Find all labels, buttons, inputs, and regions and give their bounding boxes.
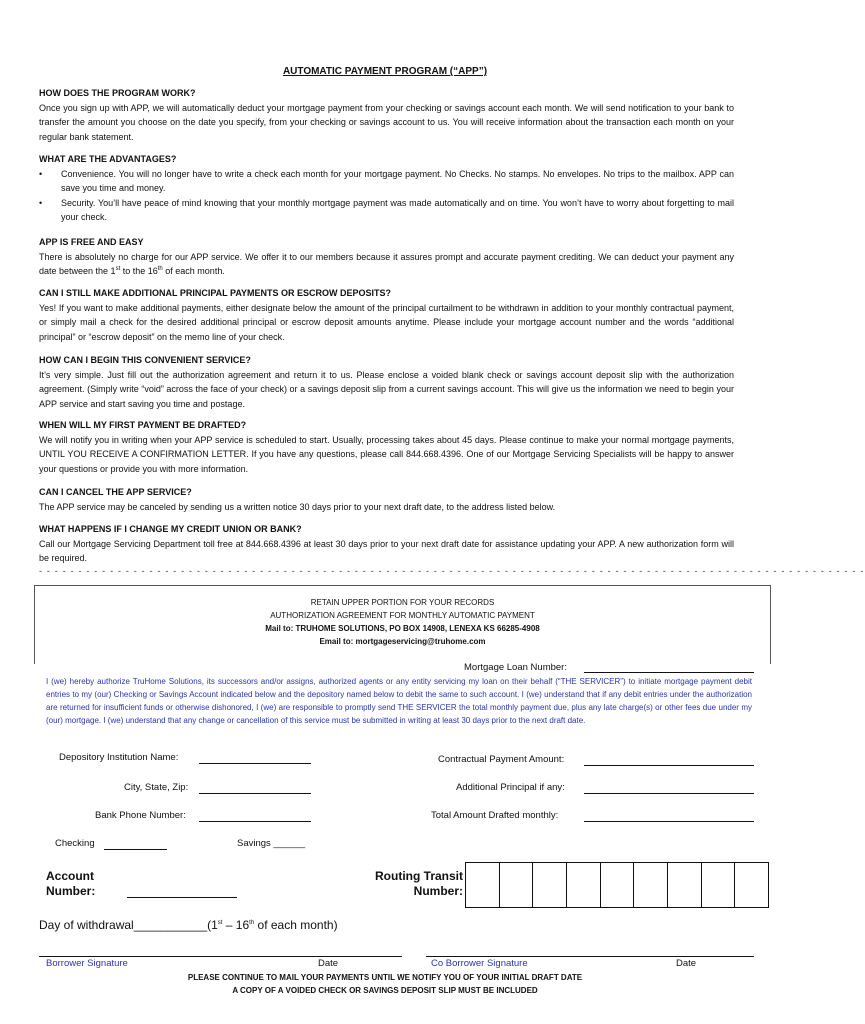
- email-address: Email to: mortgageservicing@truhome.com: [319, 637, 486, 646]
- section-heading: APP IS FREE AND EASY: [39, 237, 144, 247]
- borrower-signature-line[interactable]: [39, 956, 402, 957]
- depository-field[interactable]: [199, 763, 311, 764]
- mail-address: Mail to: TRUHOME SOLUTIONS, PO BOX 14908, LENEXA KS 66285-4908: [265, 624, 540, 633]
- checking-field[interactable]: [104, 849, 167, 850]
- section-body: Once you sign up with APP, we will automatically deduct your mortgage payment from your checking or savings account each month. We will send notification to your bank to transfer the amount you choose on the date you specify, from your checking or savings account to us. You will receive information about the transaction each month on your regular bank statement.: [39, 102, 734, 142]
- authorization-text: I (we) hereby authorize TruHome Solutions, its successors and/or assigns, authorized agents or any entity servicing my loan on their behalf (“THE SERVICER”) to initiate mortgage payment debit entries to my (our) Checking or Savings Account indicated below and the depository named below to debit the same to such account. I (we) understand that if any debit entries under the authorization are returned for insufficient funds or otherwise dishonored, I (we) are responsible to promptly send THE SERVICER the total monthly payment due, plus any late charge(s) or other fees due under my (our) mortgage. I (we) understand that any change or cancellation of this service must be submitted in writing at least 30 days prior to the next draft date.: [46, 677, 752, 725]
- bullet-item: • Security. You’ll have peace of mind knowing that your monthly mortgage payment was made automatically and on time. You won’t have to worry about forgetting to mail your check.: [39, 197, 734, 222]
- section-first-payment: [39, 418, 734, 476]
- section-heading: WHEN WILL MY FIRST PAYMENT BE DRAFTED?: [39, 420, 247, 430]
- agreement-title: AUTHORIZATION AGREEMENT FOR MONTHLY AUTOMATIC PAYMENT: [270, 611, 535, 620]
- section-change: [39, 522, 734, 566]
- section-additional: [39, 286, 734, 344]
- borrower-signature-label: Borrower Signature: [46, 958, 128, 969]
- date-label: Date: [676, 958, 697, 969]
- section-heading: WHAT ARE THE ADVANTAGES?: [39, 154, 177, 164]
- section-heading: CAN I STILL MAKE ADDITIONAL PRINCIPAL PAYMENTS OR ESCROW DEPOSITS?: [39, 288, 392, 298]
- loan-number-label: Mortgage Loan Number:: [464, 662, 567, 673]
- additional-principal-field[interactable]: [584, 793, 754, 794]
- loan-number-field[interactable]: [584, 672, 754, 673]
- section-heading: CAN I CANCEL THE APP SERVICE?: [39, 487, 192, 497]
- page-title: AUTOMATIC PAYMENT PROGRAM (“APP”): [282, 66, 488, 77]
- city-field[interactable]: [199, 793, 311, 794]
- contractual-field[interactable]: [584, 765, 754, 766]
- co-borrower-signature-label: Co Borrower Signature: [431, 958, 528, 969]
- section-body: The APP service may be canceled by sending us a written notice 30 days prior to your next draft date, to the address listed below.: [39, 501, 556, 512]
- section-how: [39, 86, 734, 144]
- additional-principal-label: Additional Principal if any:: [456, 782, 565, 793]
- section-body: It’s very simple. Just fill out the authorization agreement and return it to us. Please enclose a voided blank check or savings account deposit slip with the authorization agreement. (Simply write “void” across the face of your check) or a savings deposit slip from a current savings account. This will give us the information we need to begin your APP service and start saving you time and postage.: [39, 369, 734, 409]
- account-number-field[interactable]: [127, 897, 237, 898]
- section-heading: WHAT HAPPENS IF I CHANGE MY CREDIT UNION OR BANK?: [39, 524, 302, 534]
- section-advantages: [39, 152, 734, 225]
- footer-note: A COPY OF A VOIDED CHECK OR SAVINGS DEPOSIT SLIP MUST BE INCLUDED: [232, 986, 538, 995]
- section-body: There is absolutely no charge for our APP service. We offer it to our members because it assures prompt and accurate payment crediting. We can deduct your payment any date between the 1st to the 16th of each month.: [39, 251, 734, 276]
- section-body: Yes! If you want to make additional payments, either designate below the amount of the principal curtailment to be withdrawn in addition to your monthly contractual payment, or simply mail a check for the desired additional principal or escrow deposit amounts anytime. Please include your mortgage account number and the words “additional principal” or “escrow deposit” on the memo line of your check.: [39, 302, 734, 342]
- bank-phone-label: Bank Phone Number:: [95, 810, 186, 821]
- account-number-label: Account Number:: [46, 869, 96, 898]
- footer-note: PLEASE CONTINUE TO MAIL YOUR PAYMENTS UNTIL WE NOTIFY YOU OF YOUR INITIAL DRAFT DATE: [187, 973, 583, 982]
- checking-label: Checking: [55, 838, 95, 849]
- co-borrower-signature-line[interactable]: [426, 956, 754, 957]
- total-drafted-label: Total Amount Drafted monthly:: [431, 810, 559, 821]
- section-cancel: [39, 485, 734, 514]
- retain-note: RETAIN UPPER PORTION FOR YOUR RECORDS: [310, 598, 495, 607]
- section-free: [39, 235, 734, 279]
- city-label: City, State, Zip:: [124, 782, 189, 793]
- savings-label: Savings ______: [237, 838, 306, 849]
- section-body: Call our Mortgage Servicing Department toll free at 844.668.4396 at least 30 days prior to your next draft date for assistance updating your APP. A new authorization form will be required.: [39, 538, 734, 563]
- section-body: We will notify you in writing when your APP service is scheduled to start. Usually, processing takes about 45 days. Please continue to make your normal mortgage payments, UNTIL YOU RECEIVE A CONFIRMATION LETTER. If you have any questions, please call 844.668.4396. One of our Mortgage Servicing Specialists will be happy to answer your questions or provide you with more information.: [39, 434, 734, 474]
- routing-number-label: Routing Transit Number:: [375, 869, 463, 898]
- bank-phone-field[interactable]: [199, 821, 311, 822]
- section-heading: HOW DOES THE PROGRAM WORK?: [39, 88, 196, 98]
- contractual-label: Contractual Payment Amount:: [438, 754, 565, 765]
- savings-field[interactable]: ______: [273, 838, 306, 849]
- depository-label: Depository Institution Name:: [59, 752, 179, 763]
- cut-line: - - - - - - - - - - - - - - - - - - - - - - - - - - - - - - - - - - - - - - - - - - - - - - - - - - - - - - - - - - - - - - - - - - - - - - - - - - - - - - - - - - - - - - - - - - - - - - - - - - - - - - - - -: [39, 566, 865, 576]
- total-drafted-field[interactable]: [584, 821, 754, 822]
- section-heading: HOW CAN I BEGIN THIS CONVENIENT SERVICE?: [39, 355, 251, 365]
- section-begin: [39, 353, 734, 411]
- bullet-item: • Convenience. You will no longer have to write a check each month for your mortgage payment. No Checks. No stamps. No envelopes. No trips to the mailbox. APP can save you time and money.: [39, 168, 734, 193]
- routing-number-grid[interactable]: [465, 862, 769, 908]
- date-label: Date: [318, 958, 339, 969]
- day-of-withdrawal[interactable]: Day of withdrawal___________(1st – 16th of each month): [39, 918, 338, 932]
- form-header-box: [34, 585, 771, 664]
